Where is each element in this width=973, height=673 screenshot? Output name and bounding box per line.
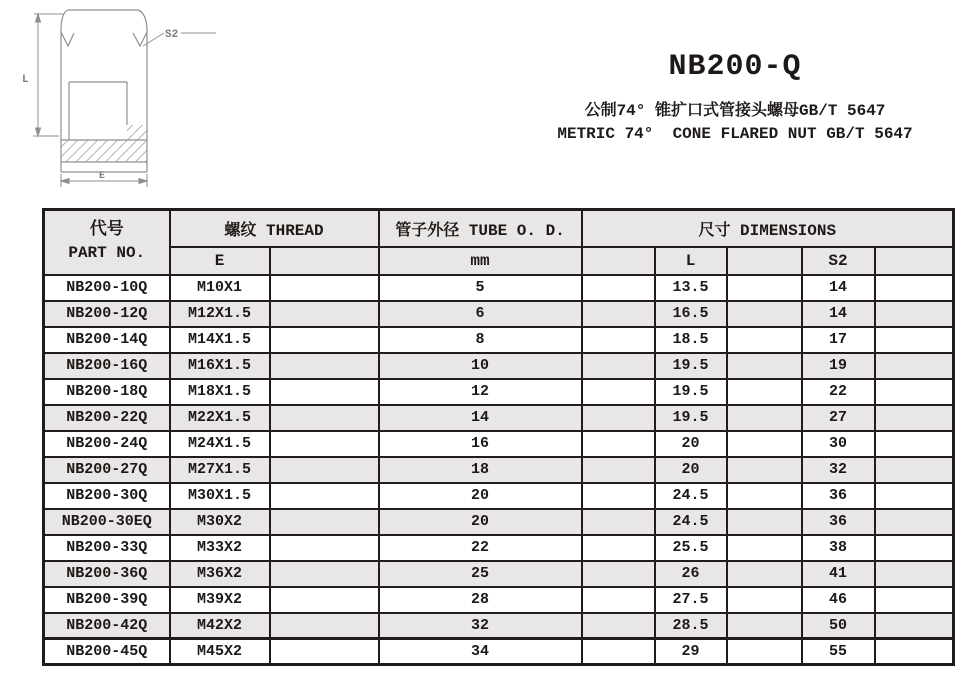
col-header-part-no <box>44 210 170 275</box>
cell-empty <box>727 379 802 405</box>
col-header-part-no-en: PART NO. <box>68 243 146 262</box>
cell-thread-e: M24X1.5 <box>170 431 270 457</box>
cell-empty <box>875 301 954 327</box>
subheader-empty-cell <box>582 247 655 275</box>
cell-part-no: NB200-30Q <box>44 483 170 509</box>
cell-tube-mm: 25 <box>379 561 582 587</box>
cell-dim-l: 29 <box>655 639 727 665</box>
cell-part-no: NB200-42Q <box>44 613 170 639</box>
table-row <box>44 457 954 483</box>
cell-empty <box>727 535 802 561</box>
cell-tube-mm: 8 <box>379 327 582 353</box>
cell-empty <box>727 613 802 639</box>
table-row <box>44 535 954 561</box>
cell-empty <box>727 509 802 535</box>
subheader-l: L <box>655 247 727 275</box>
cell-dim-l: 20 <box>655 431 727 457</box>
s2-label: S2 <box>165 29 179 41</box>
table-row <box>44 613 954 639</box>
subheader-empty-cell <box>270 247 379 275</box>
cell-empty <box>270 639 379 665</box>
table-row <box>44 353 954 379</box>
table-row <box>44 587 954 613</box>
cell-thread-e: M18X1.5 <box>170 379 270 405</box>
page-title: NB200-Q <box>668 50 802 84</box>
cell-thread-e: M22X1.5 <box>170 405 270 431</box>
spec-table <box>42 208 955 666</box>
cell-dim-s2: 32 <box>802 457 875 483</box>
table-row <box>44 483 954 509</box>
cell-thread-e: M12X1.5 <box>170 301 270 327</box>
cell-part-no: NB200-14Q <box>44 327 170 353</box>
cell-empty <box>875 613 954 639</box>
spec-table-body <box>44 275 954 665</box>
cell-tube-mm: 34 <box>379 639 582 665</box>
cell-empty <box>582 639 655 665</box>
cell-empty <box>727 561 802 587</box>
cell-tube-mm: 22 <box>379 535 582 561</box>
cell-dim-s2: 14 <box>802 275 875 301</box>
col-header-part-no-cn: 代号 <box>89 220 124 240</box>
cell-empty <box>270 587 379 613</box>
cell-empty <box>582 535 655 561</box>
cell-empty <box>875 327 954 353</box>
cell-empty <box>582 483 655 509</box>
cell-tube-mm: 10 <box>379 353 582 379</box>
cell-dim-s2: 36 <box>802 509 875 535</box>
cell-empty <box>582 353 655 379</box>
nut-technical-drawing <box>0 0 280 205</box>
cell-thread-e: M45X2 <box>170 639 270 665</box>
cell-thread-e: M30X2 <box>170 509 270 535</box>
cell-thread-e: M10X1 <box>170 275 270 301</box>
cell-empty <box>727 353 802 379</box>
table-row <box>44 561 954 587</box>
cell-empty <box>270 509 379 535</box>
cell-thread-e: M39X2 <box>170 587 270 613</box>
cell-empty <box>582 457 655 483</box>
cell-empty <box>875 405 954 431</box>
cell-dim-s2: 41 <box>802 561 875 587</box>
cell-part-no: NB200-10Q <box>44 275 170 301</box>
cell-empty <box>270 353 379 379</box>
cell-empty <box>270 275 379 301</box>
s2-leader-line <box>143 33 216 46</box>
cell-empty <box>270 301 379 327</box>
cell-dim-s2: 36 <box>802 483 875 509</box>
col-header-thread: 螺纹 THREAD <box>170 210 379 247</box>
cell-part-no: NB200-16Q <box>44 353 170 379</box>
subheader-empty-cell <box>875 247 954 275</box>
cell-dim-s2: 55 <box>802 639 875 665</box>
cell-empty <box>727 301 802 327</box>
cell-dim-s2: 14 <box>802 301 875 327</box>
cell-dim-l: 24.5 <box>655 483 727 509</box>
cell-empty <box>875 587 954 613</box>
cell-empty <box>875 561 954 587</box>
cell-empty <box>270 431 379 457</box>
cell-dim-s2: 50 <box>802 613 875 639</box>
spec-table-head <box>44 210 954 275</box>
cell-part-no: NB200-33Q <box>44 535 170 561</box>
table-row <box>44 275 954 301</box>
cell-tube-mm: 12 <box>379 379 582 405</box>
cell-empty <box>875 535 954 561</box>
cell-dim-l: 20 <box>655 457 727 483</box>
cell-empty <box>727 405 802 431</box>
sub-header-row <box>44 247 954 275</box>
cell-dim-l: 19.5 <box>655 405 727 431</box>
cell-empty <box>582 509 655 535</box>
cell-tube-mm: 18 <box>379 457 582 483</box>
table-row <box>44 431 954 457</box>
cell-empty <box>727 587 802 613</box>
cell-empty <box>582 327 655 353</box>
cell-dim-l: 19.5 <box>655 379 727 405</box>
cell-dim-l: 26 <box>655 561 727 587</box>
cell-empty <box>875 431 954 457</box>
cell-part-no: NB200-12Q <box>44 301 170 327</box>
cell-thread-e: M16X1.5 <box>170 353 270 379</box>
table-row <box>44 509 954 535</box>
cell-empty <box>270 379 379 405</box>
subheader-mm: mm <box>379 247 582 275</box>
cell-dim-s2: 17 <box>802 327 875 353</box>
cell-empty <box>582 431 655 457</box>
table-row <box>44 301 954 327</box>
cell-empty <box>727 483 802 509</box>
cell-part-no: NB200-24Q <box>44 431 170 457</box>
dimension-l-label: L <box>22 74 29 86</box>
cell-empty <box>875 509 954 535</box>
cell-dim-l: 13.5 <box>655 275 727 301</box>
cell-thread-e: M14X1.5 <box>170 327 270 353</box>
dimension-l <box>33 14 64 136</box>
cell-part-no: NB200-30EQ <box>44 509 170 535</box>
cell-tube-mm: 20 <box>379 483 582 509</box>
cell-dim-s2: 38 <box>802 535 875 561</box>
cell-part-no: NB200-27Q <box>44 457 170 483</box>
col-header-tube-od: 管子外径 TUBE O. D. <box>379 210 582 247</box>
cell-empty <box>582 405 655 431</box>
table-row <box>44 405 954 431</box>
cell-dim-l: 24.5 <box>655 509 727 535</box>
cell-empty <box>727 431 802 457</box>
cell-part-no: NB200-18Q <box>44 379 170 405</box>
title-block <box>505 50 965 143</box>
cell-dim-l: 18.5 <box>655 327 727 353</box>
cell-empty <box>875 275 954 301</box>
cell-empty <box>582 275 655 301</box>
cell-thread-e: M27X1.5 <box>170 457 270 483</box>
subtitle-chinese: 公制74° 锥扩口式管接头螺母GB/T 5647 <box>584 102 886 120</box>
cell-dim-s2: 19 <box>802 353 875 379</box>
cell-thread-e: M42X2 <box>170 613 270 639</box>
cell-empty <box>582 587 655 613</box>
cell-dim-s2: 30 <box>802 431 875 457</box>
cell-empty <box>727 327 802 353</box>
cell-tube-mm: 5 <box>379 275 582 301</box>
subheader-s2: S2 <box>802 247 875 275</box>
cell-empty <box>582 613 655 639</box>
cell-empty <box>875 483 954 509</box>
cell-dim-s2: 22 <box>802 379 875 405</box>
col-header-dimensions: 尺寸 DIMENSIONS <box>582 210 954 247</box>
thread-hatching <box>61 125 147 162</box>
cell-empty <box>727 457 802 483</box>
cell-empty <box>875 379 954 405</box>
cell-tube-mm: 6 <box>379 301 582 327</box>
table-row <box>44 379 954 405</box>
cell-tube-mm: 20 <box>379 509 582 535</box>
cell-empty <box>727 275 802 301</box>
cell-part-no: NB200-22Q <box>44 405 170 431</box>
subtitle-english: METRIC 74° CONE FLARED NUT GB/T 5647 <box>557 125 913 143</box>
group-header-row <box>44 210 954 247</box>
cell-tube-mm: 28 <box>379 587 582 613</box>
subheader-e: E <box>170 247 270 275</box>
cell-empty <box>875 639 954 665</box>
cell-empty <box>270 457 379 483</box>
cell-dim-l: 19.5 <box>655 353 727 379</box>
cell-thread-e: M30X1.5 <box>170 483 270 509</box>
cell-tube-mm: 32 <box>379 613 582 639</box>
cell-empty <box>270 405 379 431</box>
cell-part-no: NB200-45Q <box>44 639 170 665</box>
cell-dim-l: 27.5 <box>655 587 727 613</box>
cell-empty <box>270 613 379 639</box>
cell-part-no: NB200-36Q <box>44 561 170 587</box>
cell-dim-s2: 27 <box>802 405 875 431</box>
cell-empty <box>270 483 379 509</box>
cell-empty <box>875 457 954 483</box>
dimension-e-label: E <box>99 171 106 182</box>
cell-empty <box>582 379 655 405</box>
cell-thread-e: M36X2 <box>170 561 270 587</box>
cell-dim-l: 25.5 <box>655 535 727 561</box>
cell-tube-mm: 14 <box>379 405 582 431</box>
cell-empty <box>270 535 379 561</box>
subheader-empty-cell <box>727 247 802 275</box>
cell-empty <box>582 561 655 587</box>
table-row <box>44 639 954 665</box>
cell-empty <box>270 327 379 353</box>
cell-empty <box>727 639 802 665</box>
cell-empty <box>875 353 954 379</box>
cell-part-no: NB200-39Q <box>44 587 170 613</box>
cell-empty <box>582 301 655 327</box>
cell-tube-mm: 16 <box>379 431 582 457</box>
cell-dim-l: 16.5 <box>655 301 727 327</box>
cell-dim-s2: 46 <box>802 587 875 613</box>
cell-thread-e: M33X2 <box>170 535 270 561</box>
cell-empty <box>270 561 379 587</box>
table-row <box>44 327 954 353</box>
cell-dim-l: 28.5 <box>655 613 727 639</box>
